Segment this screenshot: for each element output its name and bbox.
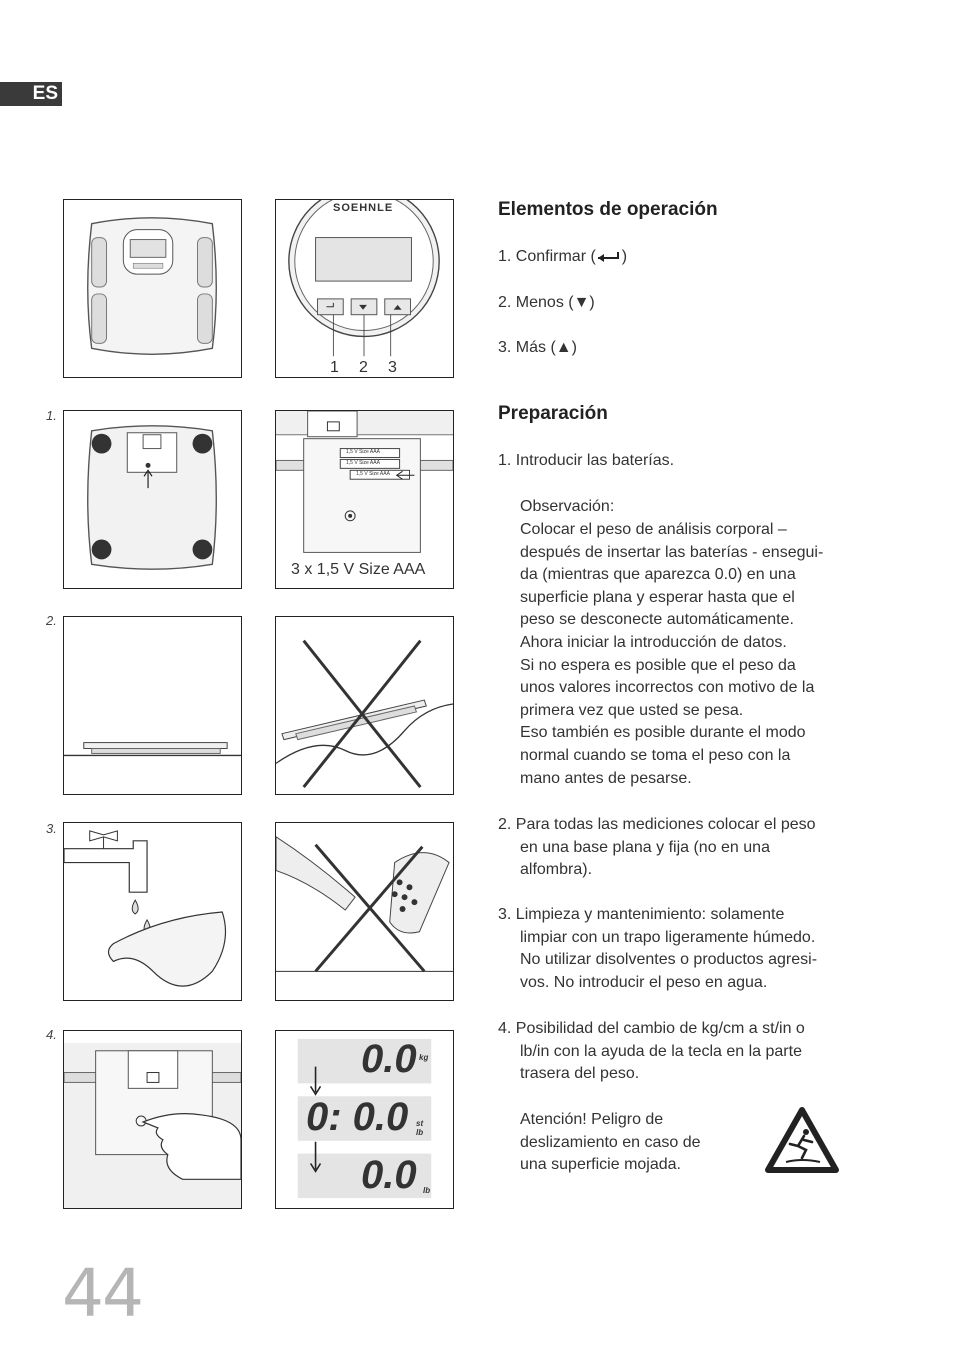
figure-no-carpet xyxy=(275,616,454,795)
button-number-1: 1 xyxy=(330,359,339,376)
step-number-1: 1. xyxy=(46,408,57,423)
prep-item-4: 4. Posibilidad del cambio de kg/cm a st/in o lb/in con la ayuda de la tecla en la parte trasera del peso. xyxy=(498,1020,805,1083)
figure-cleaning-cloth xyxy=(63,822,242,1001)
display-value-kg: 0.0 xyxy=(361,1037,417,1081)
display-unit-stlb: st lb xyxy=(416,1119,424,1137)
button-number-2: 2 xyxy=(359,359,368,376)
slippery-warning-icon xyxy=(764,1106,840,1176)
display-value-lb: 0.0 xyxy=(361,1153,417,1197)
prep-item-1: 1. Introducir las baterías. xyxy=(498,452,675,469)
figure-battery-compartment xyxy=(275,410,454,589)
prep-attention: Atención! Peligro de deslizamiento en caso de una superficie mojada. xyxy=(520,1111,701,1174)
operation-item-2: 2. Menos (▼) xyxy=(498,294,595,311)
figure-unit-button xyxy=(63,1030,242,1209)
battery-label-3: 1,5 V Size AAA xyxy=(356,471,390,477)
battery-label-2: 1,5 V Size AAA xyxy=(346,460,380,466)
section-title-operation: Elementos de operación xyxy=(498,199,718,220)
prep-note-label: Observación: xyxy=(520,498,615,515)
figure-no-solvents xyxy=(275,822,454,1001)
battery-label-1: 1,5 V Size AAA xyxy=(346,449,380,455)
display-unit-lb: lb xyxy=(423,1186,431,1195)
enter-icon xyxy=(596,251,622,263)
button-number-3: 3 xyxy=(388,359,397,376)
operation-item-3: 3. Más (▲) xyxy=(498,339,577,356)
brand-label: SOEHNLE xyxy=(333,202,394,214)
prep-item-3: 3. Limpieza y mantenimiento: solamente limpiar con un trapo ligeramente húmedo. No utilizar disolventes o productos agresi- vos. No introducir el peso en agua. xyxy=(498,906,818,991)
figure-flat-surface xyxy=(63,616,242,795)
step-number-4: 4. xyxy=(46,1027,57,1042)
prep-item-2: 2. Para todas las mediciones colocar el peso en una base plana y fija (no en una alfombra). xyxy=(498,816,816,879)
step-number-3: 3. xyxy=(46,821,57,836)
section-title-preparation: Preparación xyxy=(498,403,608,424)
figure-display-units xyxy=(275,1030,454,1209)
page-number: 44 xyxy=(62,1255,142,1332)
language-tab: ES xyxy=(0,82,62,106)
figure-scale-top xyxy=(63,199,242,378)
figure-scale-bottom xyxy=(63,410,242,589)
display-value-stlb: 0: 0.0 xyxy=(306,1095,409,1139)
battery-caption: 3 x 1,5 V Size AAA xyxy=(291,561,426,578)
figure-display-buttons xyxy=(275,199,454,378)
operation-item-1: 1. Confirmar ( ) xyxy=(498,248,628,265)
step-number-2: 2. xyxy=(46,613,57,628)
display-unit-kg: kg xyxy=(419,1053,429,1062)
prep-note-text: Colocar el peso de análisis corporal – después de insertar las baterías - ensegui- da (mientras que aparezca 0.0) en una superficie plana y esperar hasta que el peso se desconecte automáticamente. Ahora iniciar la introducción de datos. Si no espera es posible que el peso da unos valores incorrectos con motivo de la primera vez que usted se pesa. Eso también es posible durante el modo normal cuando se toma el peso con la mano antes de pesarse. xyxy=(520,521,824,787)
